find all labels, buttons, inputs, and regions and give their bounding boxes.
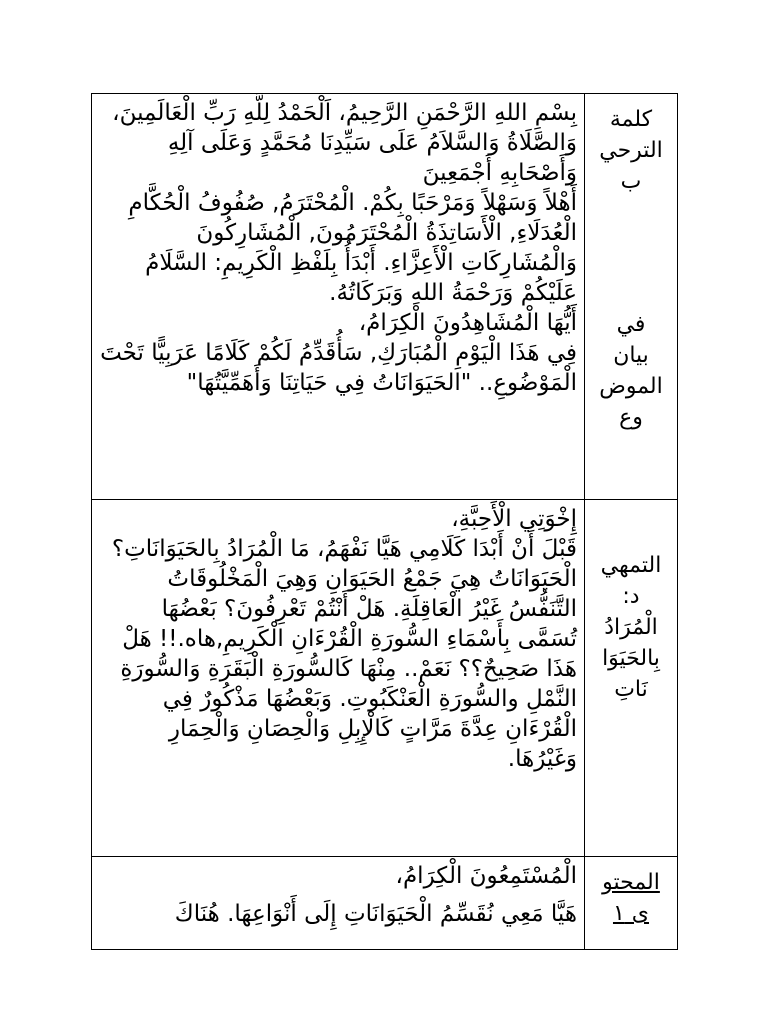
intro-paragraph: قَبْلَ أَنْ أَبْدَا كَلَامِي هَيَّا نَفْهَمُ، مَا الْمُرَادُ بِالحَيَوَانَاتِ؟ الْحَيَوَانَاتُ هِيَ جَمْعُ الحَيَوَانِ وَهِيَ الْمَخْلُوقَاتُ التَّنَفُّسُ غَيْرُ الْعَاقِلَةِ. هَلْ أَنْتُمْ تَعْرِفُونَ؟ بَعْضُهَا تُسَمَّى بِأَسْمَاءِ السُّورَةِ الْقُرْءَانِ الْكَرِيمِ,هاه.!! هَلْ هَذَا صَحِيحٌ؟؟ نَعَمْ.. مِنْهَا كَالسُّورَةِ الْبَقَرَةِ وَالسُّورَةِ النَّمْلِ والسُّورَةِ الْعَنْكَبُوتِ. وَبَعْضُهَا مَذْكُورٌ فِي الْقُرْءَانِ عِدَّةَ مَرَّاتٍ كَالْإِبِلِ وَالْحِصَانِ وَالْحِمَارِ وَغَيْرُهَا. <box>111 536 577 772</box>
section-label-line: ب <box>620 169 642 194</box>
section-label-line: ى ١ <box>612 901 650 926</box>
section-label-line: الموض <box>599 374 663 399</box>
section-label-line: في <box>616 312 646 337</box>
section-label <box>585 857 678 950</box>
section-label-line: التمهي <box>600 553 662 578</box>
content-paragraph: هَيَّا مَعِي نُقَسِّمُ الْحَيَوَانَاتِ إِلَى أَنْوَاعِهَا. هُنَاكَ <box>174 901 577 927</box>
table-row <box>92 500 678 857</box>
section-label-line: المحتو <box>602 870 660 895</box>
opening-paragraph: بِسْمِ اللهِ الرَّحْمَنِ الرَّحِيمُ، اَلْحَمْدُ لِلَّهِ رَبِّ الْعَالَمِينَ، وَالصَّلَاةُ وَالسَّلاَمُ عَلَى سَيِّدِنَا مُحَمَّدٍ وَعَلَى آلِهِ وَأَصْحَابِهِ أَجْمَعِينَ <box>112 100 577 186</box>
section-label-line: كلمة <box>609 107 653 132</box>
section-label <box>585 94 678 500</box>
topic-paragraph: فِي هَذَا الْيَوْمِ الْمُبَارَكِ, سَأُقَدِّمُ لَكُمْ كَلَامًا عَرَبِيًّا تَحْتَ الْمَوْضُوعِ.. "الحَيَوَانَاتُ فِي حَيَاتِنَا وَأَهَمِّيَّتُهَا" <box>100 340 577 396</box>
section-label-line: الترحي <box>599 138 663 163</box>
section-label-line: بيان <box>613 343 649 368</box>
section-label-line: نَاتِ <box>614 677 648 702</box>
audience-address: أَيُّهَا الْمُشَاهِدُونَ الْكِرَامُ، <box>358 310 577 336</box>
section-body <box>92 857 585 950</box>
audience-address: الْمُسْتَمِعُونَ الْكِرَامُ، <box>395 863 577 889</box>
table-row <box>92 857 678 950</box>
table-row <box>92 94 678 500</box>
audience-address: إِخْوَتِي الْأَحِبَّةِ، <box>451 506 577 532</box>
section-label-line: وع <box>619 405 643 430</box>
section-label-line: بِالحَيَوَا <box>602 646 660 671</box>
greeting-paragraph: أَهْلاً وَسَهْلاً وَمَرْحَبًا بِكُمْ. الْمُحْتَرَمُ, صُفُوفُ الْحُكَّامِ الْعُدَلَاءِ, الْأَسَاتِذَةُ الْمُحْتَرَمُونَ, الْمُشَارِكُونَ وَالْمُشَارِكَاتِ الْأَعِزَّاءِ. أَبْدَأُ بِلَفْظِ الْكَرِيمِ: السَّلَامُ عَلَيْكُمْ وَرَحْمَةُ اللهِ وَبَرَكَاتُهُ. <box>128 190 577 306</box>
section-label <box>585 500 678 857</box>
section-body <box>92 94 585 500</box>
section-body <box>92 500 585 857</box>
section-label-line: د: <box>622 584 640 609</box>
speech-table <box>91 93 678 950</box>
section-label-line: الْمُرَادُ <box>604 615 658 640</box>
